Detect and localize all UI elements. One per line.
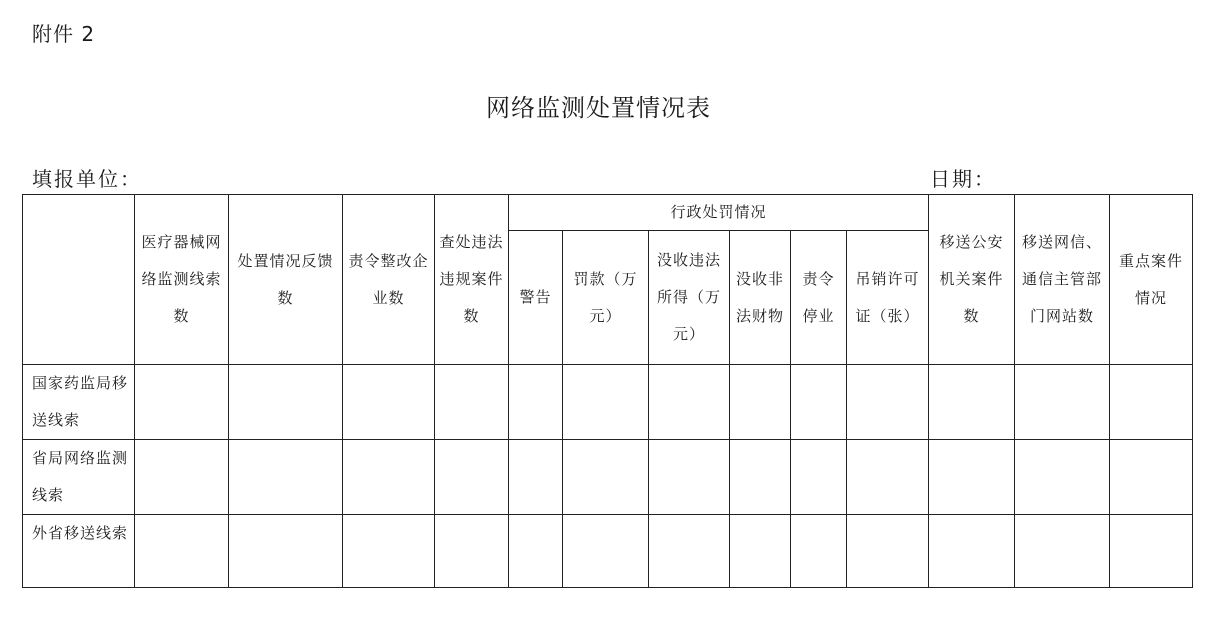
- col-header-cases: 查处违法违规案件数: [435, 195, 509, 365]
- row-label: 国家药监局移送线索: [23, 365, 135, 440]
- table-cell[interactable]: [1110, 515, 1193, 588]
- table-cell[interactable]: [730, 440, 791, 515]
- table-cell[interactable]: [929, 440, 1015, 515]
- col-header-websites: 移送网信、通信主管部门网站数: [1015, 195, 1110, 365]
- table-cell[interactable]: [135, 365, 229, 440]
- col-header-penalty-group: 行政处罚情况: [509, 195, 929, 231]
- table-cell[interactable]: [1110, 365, 1193, 440]
- table-cell[interactable]: [791, 365, 847, 440]
- table-cell[interactable]: [435, 515, 509, 588]
- table-cell[interactable]: [791, 440, 847, 515]
- table-cell[interactable]: [435, 440, 509, 515]
- table-cell[interactable]: [343, 365, 435, 440]
- document-title: 网络监测处置情况表: [486, 94, 711, 122]
- table-cell[interactable]: [1015, 365, 1110, 440]
- reporting-unit-label: 填报单位：: [32, 167, 142, 191]
- attachment-label: 附件 2: [32, 22, 96, 46]
- table-row: [23, 515, 1193, 588]
- table-cell[interactable]: [563, 365, 649, 440]
- col-header-rectify: 责令整改企业数: [343, 195, 435, 365]
- table-cell[interactable]: [730, 515, 791, 588]
- col-header-police: 移送公安机关案件数: [929, 195, 1015, 365]
- header-row-1: [23, 195, 1193, 231]
- col-header-fine: 罚款（万元）: [563, 231, 649, 365]
- table-cell[interactable]: [509, 365, 563, 440]
- table-cell[interactable]: [343, 440, 435, 515]
- table-cell[interactable]: [847, 440, 929, 515]
- table-cell[interactable]: [135, 440, 229, 515]
- col-header-warning: 警告: [509, 231, 563, 365]
- table-cell[interactable]: [1015, 440, 1110, 515]
- table-cell[interactable]: [509, 440, 563, 515]
- date-label: 日期：: [930, 167, 996, 191]
- table-cell[interactable]: [509, 515, 563, 588]
- table-cell[interactable]: [791, 515, 847, 588]
- col-header-clues: 医疗器械网络监测线索数: [135, 195, 229, 365]
- table-cell[interactable]: [929, 515, 1015, 588]
- col-header-confiscate-property: 没收非法财物: [730, 231, 791, 365]
- table-cell[interactable]: [1110, 440, 1193, 515]
- table-cell[interactable]: [847, 515, 929, 588]
- col-header-confiscate-income: 没收违法所得（万元）: [649, 231, 730, 365]
- table-cell[interactable]: [1015, 515, 1110, 588]
- table-cell[interactable]: [435, 365, 509, 440]
- table-cell[interactable]: [847, 365, 929, 440]
- row-label: 省局网络监测线索: [23, 440, 135, 515]
- table-row: [23, 440, 1193, 515]
- table-cell[interactable]: [229, 365, 343, 440]
- table-row: [23, 365, 1193, 440]
- corner-cell: [23, 195, 135, 365]
- table-cell[interactable]: [229, 515, 343, 588]
- table-cell[interactable]: [929, 365, 1015, 440]
- table-cell[interactable]: [343, 515, 435, 588]
- table-cell[interactable]: [730, 365, 791, 440]
- col-header-revoke: 吊销许可证（张）: [847, 231, 929, 365]
- col-header-feedback: 处置情况反馈数: [229, 195, 343, 365]
- col-header-suspend: 责令停业: [791, 231, 847, 365]
- row-label: 外省移送线索: [23, 515, 135, 588]
- col-header-key-cases: 重点案件情况: [1110, 195, 1193, 365]
- monitoring-disposal-table: [22, 194, 1193, 588]
- table-cell[interactable]: [649, 365, 730, 440]
- table-cell[interactable]: [649, 440, 730, 515]
- table-cell[interactable]: [563, 515, 649, 588]
- table-cell[interactable]: [563, 440, 649, 515]
- table-cell[interactable]: [649, 515, 730, 588]
- table-cell[interactable]: [229, 440, 343, 515]
- table-cell[interactable]: [135, 515, 229, 588]
